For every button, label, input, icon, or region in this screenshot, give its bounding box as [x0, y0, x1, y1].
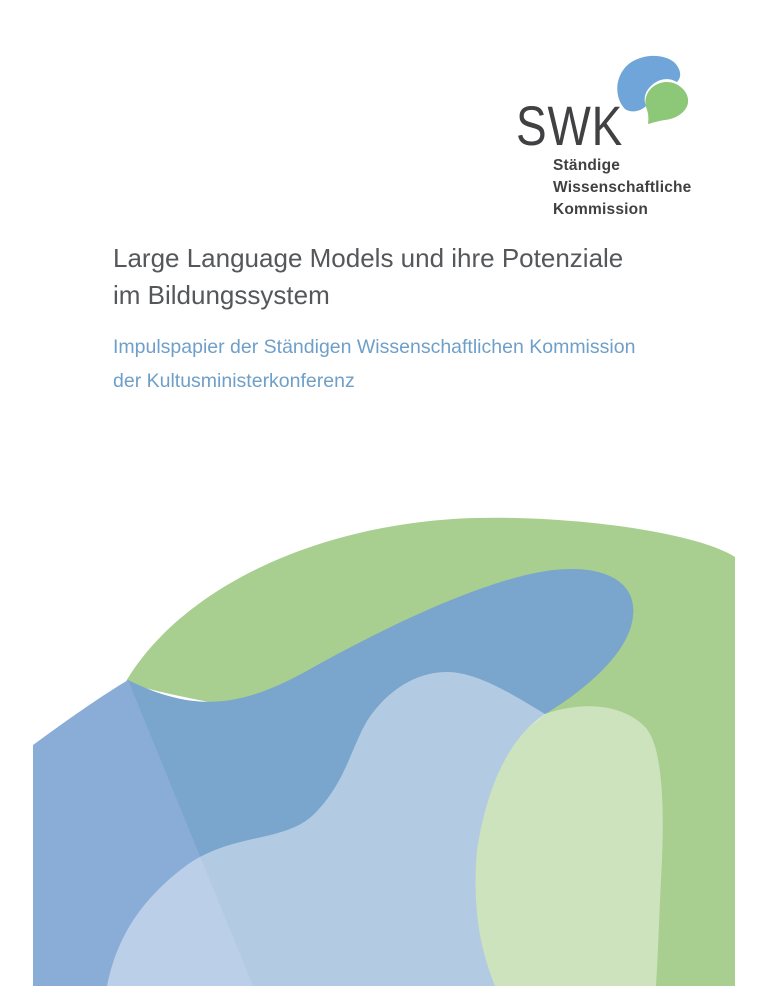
page-subtitle	[113, 331, 693, 398]
swk-org-name	[553, 155, 692, 221]
cover-artwork-svg	[33, 500, 735, 986]
title-line-2: im Bildungssystem	[113, 280, 330, 310]
org-name-line-2: Wissenschaftliche	[553, 179, 692, 196]
swk-swirl-icon	[613, 55, 689, 125]
swk-wordmark: SWK	[516, 94, 624, 157]
subtitle-line-2: der Kultusministerkonferenz	[113, 369, 355, 392]
org-name-line-1: Ständige	[553, 157, 621, 174]
page-title	[113, 240, 693, 314]
cover-artwork	[33, 500, 735, 986]
swirl-green-lobe	[645, 82, 688, 124]
swk-logo	[505, 50, 735, 220]
org-name-line-3: Kommission	[553, 201, 649, 218]
title-line-1: Large Language Models und ihre Potenziale	[113, 243, 624, 273]
subtitle-line-1: Impulspapier der Ständigen Wissenschaftlichen Kommission	[113, 336, 636, 358]
